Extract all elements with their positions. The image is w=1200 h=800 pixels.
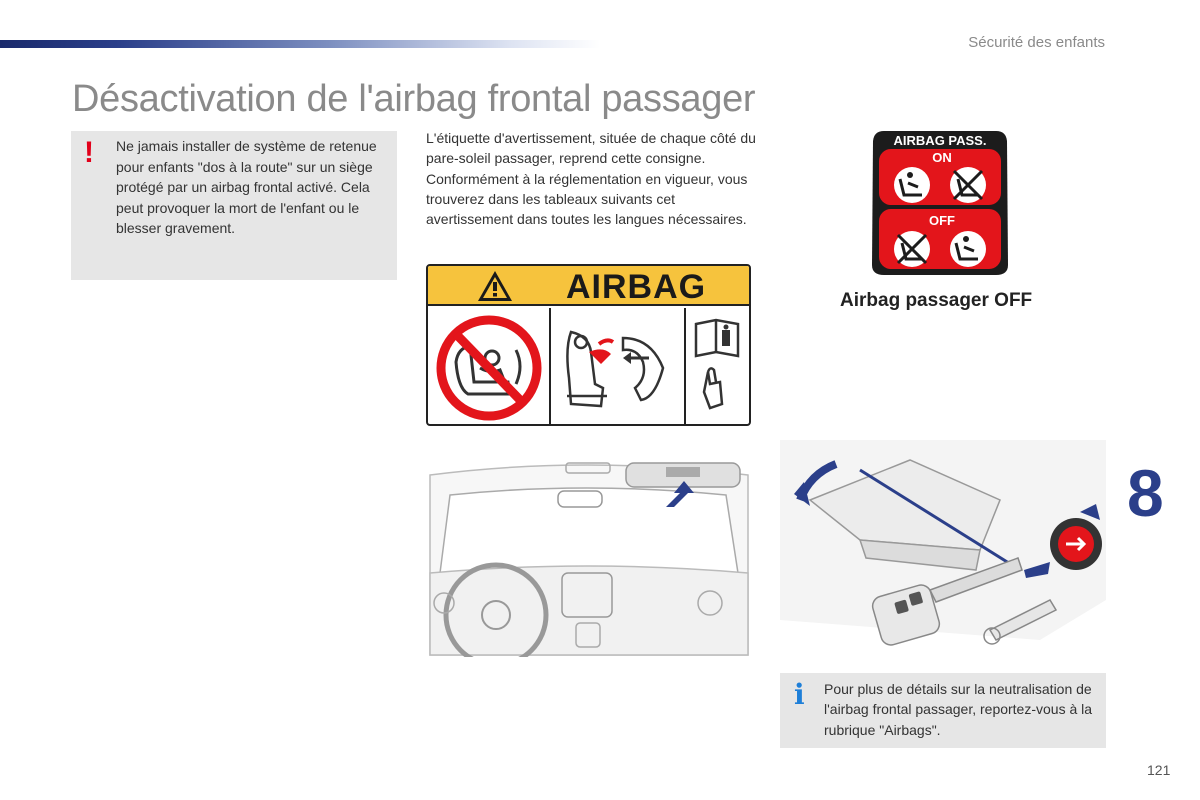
airbag-deploy-icon — [551, 308, 684, 426]
badge-off-seat-icon — [950, 231, 986, 267]
badge-on-seat-icon — [894, 167, 930, 203]
badge-title: AIRBAG PASS. — [893, 133, 987, 148]
no-rear-facing-seat-cell — [428, 308, 551, 426]
airbag-pass-indicator-badge — [870, 127, 1010, 279]
header-gradient-bar — [0, 40, 600, 48]
warning-text: Ne jamais installer de système de retenue pour enfants "dos à la route" sur un siège protégé par un airbag frontal activé. Cela peut provoquer la mort de l'enfant ou le blesser gravement. — [116, 138, 377, 236]
manual-cell — [686, 308, 749, 426]
chapter-number: 8 — [1127, 456, 1164, 530]
warning-exclamation-icon: ! — [84, 136, 94, 169]
info-text: Pour plus de détails sur la neutralisation de l'airbag frontal passager, reportez-vous à la rubrique "Airbags". — [824, 681, 1093, 738]
glovebox-key-illustration — [780, 440, 1106, 652]
intro-paragraph: L'étiquette d'avertissement, située de chaque côté du pare-soleil passager, reprend cette consigne. Conformément à la réglementation en vigueur, vous trouverez dans les tableaux suivants cet avertissement dans toutes les langues nécessaires. — [426, 130, 756, 228]
label-header — [428, 266, 749, 306]
badge-caption: Airbag passager OFF — [840, 290, 1033, 311]
badge-off-label: OFF — [929, 213, 955, 228]
airbag-warning-label — [426, 264, 751, 426]
page-number: 121 — [1147, 762, 1171, 778]
airbag-deploy-cell — [551, 308, 686, 426]
manual-read-icon — [686, 308, 749, 426]
label-word: AIRBAG — [566, 268, 707, 306]
badge-off-crossed-icon — [894, 231, 930, 267]
dashboard-sunvisor-illustration — [426, 455, 752, 657]
page-title: Désactivation de l'airbag frontal passager — [72, 78, 756, 120]
badge-on-label: ON — [932, 150, 952, 165]
info-icon: i — [794, 678, 805, 711]
section-title: Sécurité des enfants — [968, 34, 1105, 51]
badge-on-crossed-icon — [950, 167, 986, 203]
no-rear-facing-seat-icon — [428, 308, 549, 426]
warning-triangle-icon — [476, 269, 514, 303]
